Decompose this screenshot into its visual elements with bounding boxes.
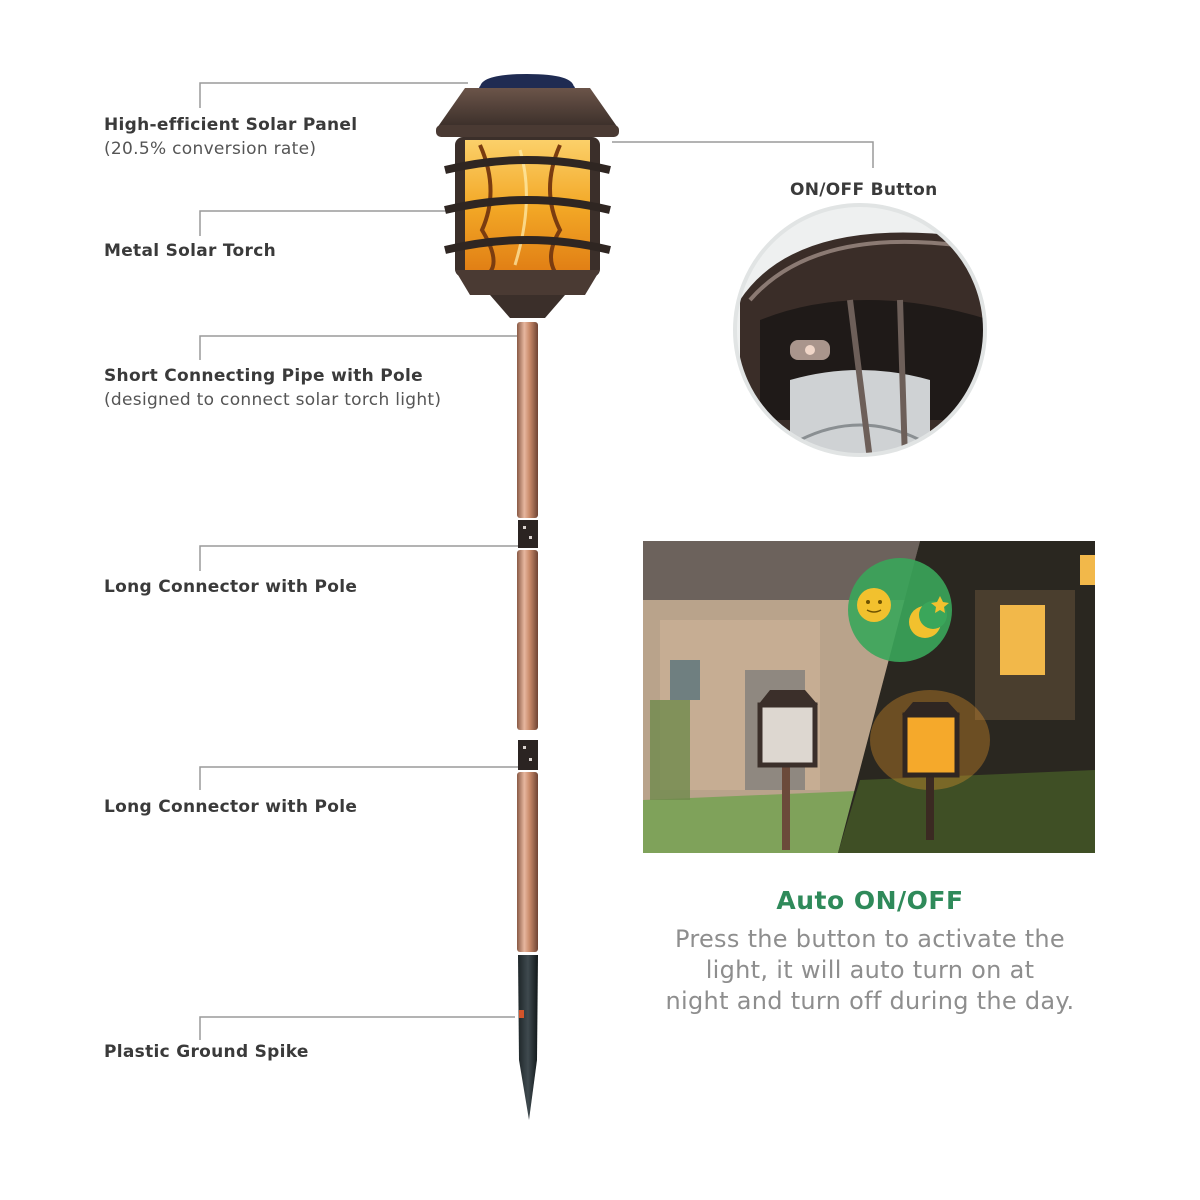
long-connector-2 xyxy=(517,772,538,952)
callout-short-pipe xyxy=(104,366,441,410)
short-pipe xyxy=(517,322,538,518)
callout-title: Plastic Ground Spike xyxy=(104,1042,309,1062)
leader-onoff-button xyxy=(612,142,873,168)
torch-head xyxy=(436,74,619,318)
callout-subtitle: (20.5% conversion rate) xyxy=(104,139,317,159)
callout-title: Metal Solar Torch xyxy=(104,241,276,261)
ground-spike xyxy=(518,955,538,1120)
callout-solar-panel xyxy=(104,115,357,159)
feature-description xyxy=(640,924,1100,1017)
callout-title: High-efficient Solar Panel xyxy=(104,115,358,135)
callout-title: Long Connector with Pole xyxy=(104,797,358,817)
feature-title: Auto ON/OFF xyxy=(776,886,964,915)
leader-solar-panel xyxy=(200,83,468,108)
callout-subtitle: (designed to connect solar torch light) xyxy=(104,390,442,410)
leader-ground-spike xyxy=(200,1017,515,1040)
leader-short-pipe xyxy=(200,336,520,360)
torch-pole xyxy=(517,322,538,1120)
sun-face-icon xyxy=(857,588,891,622)
callout-metal-torch xyxy=(104,241,276,261)
leader-long-connector-1 xyxy=(200,546,518,571)
callout-ground-spike xyxy=(104,1042,309,1062)
callout-title: Short Connecting Pipe with Pole xyxy=(104,366,423,386)
leader-metal-torch xyxy=(200,211,455,236)
callout-long-connector-1 xyxy=(104,577,357,597)
feature-line: night and turn off during the day. xyxy=(665,987,1075,1015)
connector-joint-1 xyxy=(518,520,538,548)
feature-line: light, it will auto turn on at xyxy=(705,956,1035,984)
connector-joint-2 xyxy=(518,740,538,770)
leader-long-connector-2 xyxy=(200,767,518,790)
feature-line: Press the button to activate the xyxy=(674,925,1065,953)
callout-long-connector-2 xyxy=(104,797,357,817)
long-connector-1 xyxy=(517,550,538,730)
callout-title: Long Connector with Pole xyxy=(104,577,358,597)
callout-onoff-button: ON/OFF Button xyxy=(790,180,938,200)
day-night-photo xyxy=(643,541,1095,853)
